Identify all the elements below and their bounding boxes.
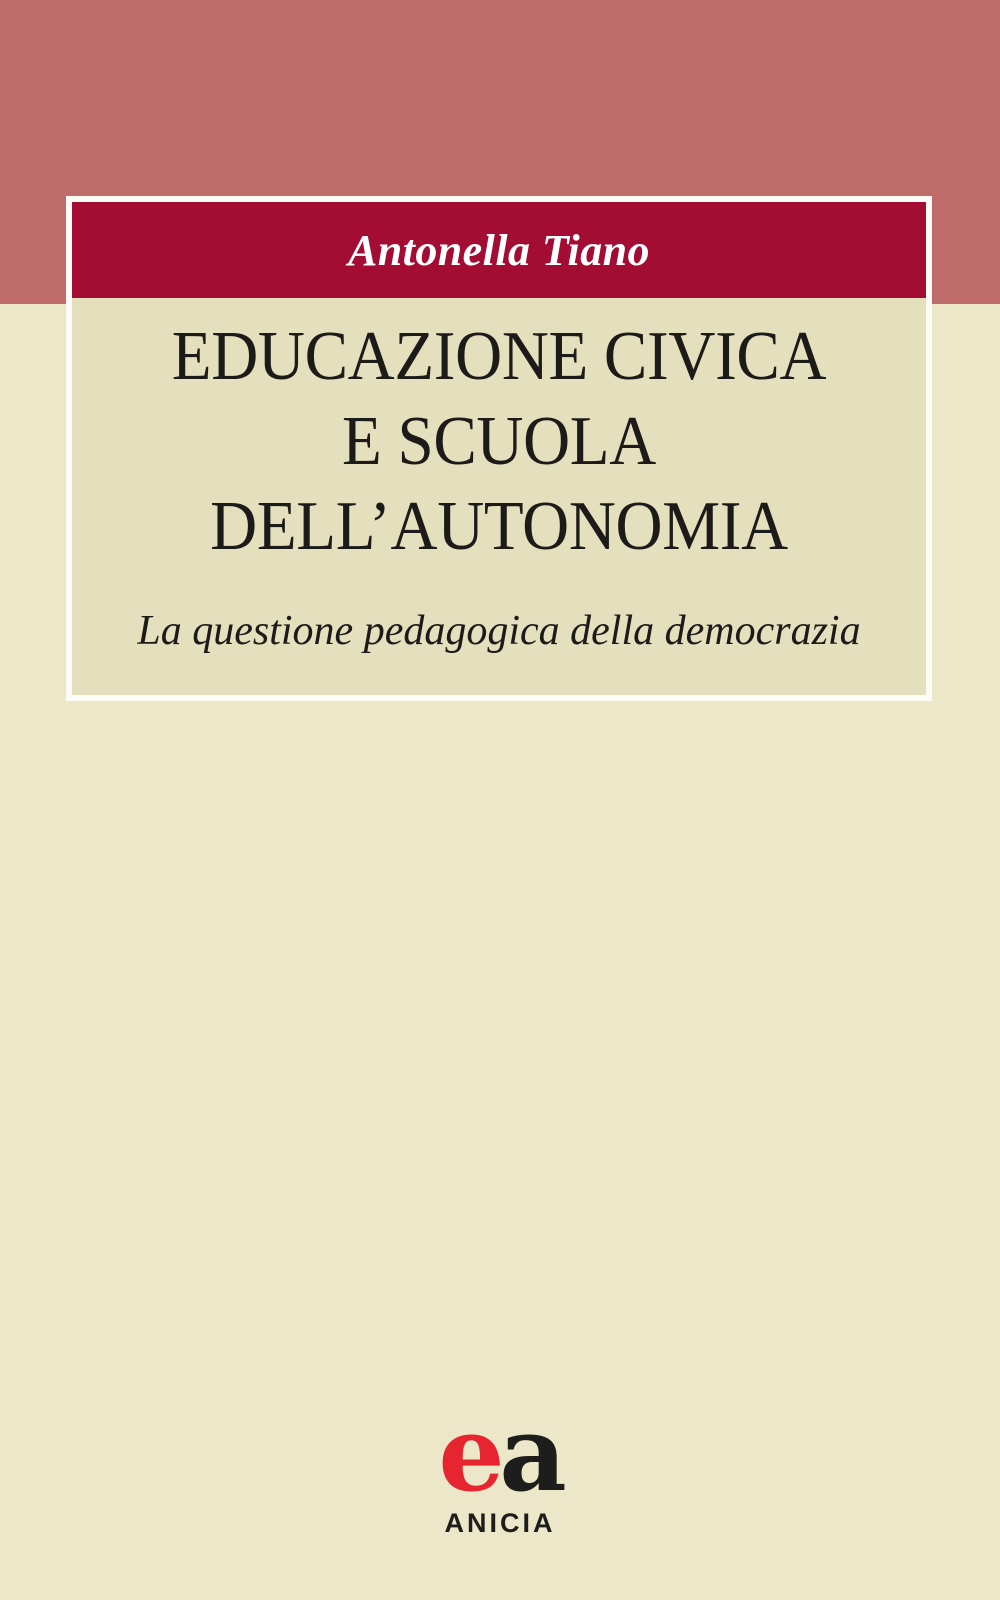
book-title [72,314,926,569]
anicia-ea-logo-icon [0,1392,1000,1515]
author-name: Antonella Tiano [347,225,651,275]
logo-letter-e: e [438,1392,500,1515]
book-subtitle: La questione pedagogica della democrazia [137,608,861,654]
logo-letter-a: a [499,1392,562,1515]
book-title-line-3: DELL’AUTONOMIA [210,488,788,565]
book-title-line-1: EDUCAZIONE CIVICA [171,318,827,395]
title-box-body [72,314,926,671]
publisher-logo [0,1392,1000,1539]
book-title-line-2: E SCUOLA [342,403,656,480]
publisher-name: ANICIA [444,1508,556,1538]
author-band [72,202,926,298]
title-box [66,196,932,701]
